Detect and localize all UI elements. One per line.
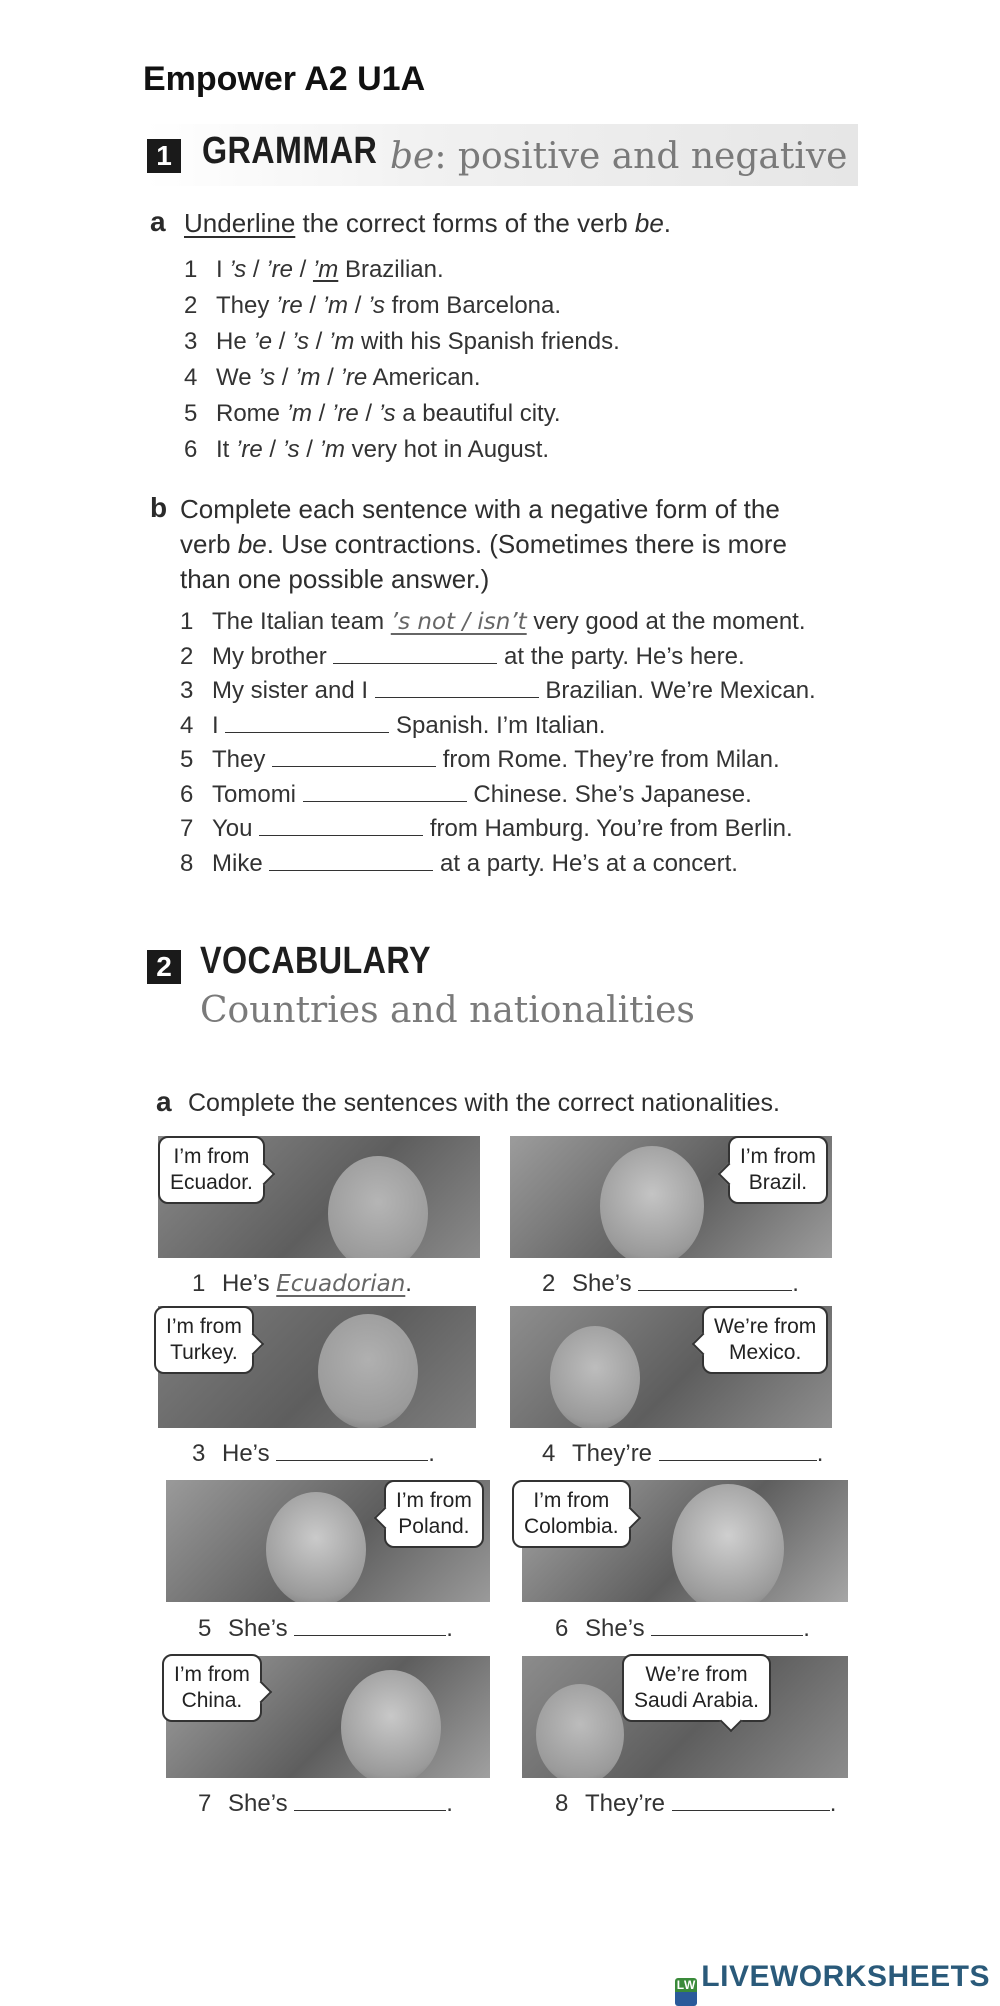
answer-blank[interactable] [638,1270,792,1291]
item-number: 7 [180,815,194,842]
bubble-line: Brazil. [748,1171,808,1194]
verb-option[interactable]: ’m [322,292,349,319]
item-rest: American. [367,364,481,391]
logo-icon: LW [675,1978,697,2006]
item-after: Brazilian. We’re Mexican. [538,677,816,704]
verb-option[interactable]: ’s [282,436,300,463]
exercise-item [184,292,561,320]
exercise-item [180,781,752,809]
verb-option[interactable]: ’s [292,328,309,355]
verb-option[interactable]: ’s [368,292,385,319]
answer-blank[interactable] [294,1790,446,1811]
item-number: 6 [180,780,194,808]
exercise-item [180,712,605,740]
item-number: 4 [184,364,198,391]
instruction-underline-word: Underline [184,208,296,238]
speech-bubble [622,1654,771,1722]
caption-text: They’re [572,1440,659,1467]
answer-blank[interactable] [333,643,497,664]
option-separator: / [275,364,296,391]
answer-blank[interactable] [269,850,433,871]
answer-blank[interactable] [225,712,389,733]
item-after: Spanish. I’m Italian. [389,711,606,739]
option-separator: / [246,256,267,283]
bubble-line: I’m from [174,1663,250,1686]
bubble-line: I’m from [396,1489,472,1512]
caption [198,1790,453,1818]
person-face [550,1326,640,1428]
caption-text: She’s [228,1615,295,1642]
person-face [328,1156,428,1258]
item-before: You [212,815,260,842]
option-separator: / [348,292,369,319]
bubble-line: We’re from [714,1315,817,1338]
item-before: Mike [212,849,270,877]
verb-option[interactable]: ’m [319,436,345,463]
caption-text: She’s [572,1270,639,1297]
caption-period: . [792,1270,799,1297]
caption-number: 8 [555,1790,569,1817]
exercise-instruction [184,206,671,241]
exercise-item [180,677,816,705]
item-subject: Rome [216,400,287,427]
bubble-line: I’m from [740,1145,816,1168]
section-subheading: Countries and nationalities [200,990,695,1031]
item-subject: It [216,436,237,463]
bubble-line: Poland. [398,1515,470,1538]
item-number: 1 [180,608,194,635]
caption-number: 5 [198,1615,212,1642]
answer-blank[interactable] [294,1615,446,1636]
item-number: 1 [184,256,198,283]
bubble-line: Saudi Arabia. [634,1689,759,1712]
instruction-italic: be [237,529,267,559]
verb-option[interactable]: ’re [332,400,359,427]
speech-bubble [728,1136,828,1204]
bubble-line: I’m from [166,1315,242,1338]
option-separator: / [292,256,313,283]
verb-option[interactable]: ’re [236,436,263,463]
person-face [600,1146,704,1258]
caption [555,1615,810,1643]
bubble-line: I’m from [173,1145,250,1168]
caption-number: 6 [555,1615,569,1642]
exercise-item [180,746,780,774]
item-subject: We [216,364,259,391]
verb-option[interactable]: ’m [328,328,355,355]
caption-period: . [428,1440,435,1467]
caption-text: She’s [228,1790,295,1817]
item-subject: He [216,328,254,355]
answer-blank[interactable] [272,746,436,767]
exercise-item [184,364,481,392]
item-after: at the party. He’s here. [497,642,745,670]
item-number: 5 [184,400,198,427]
person-face [266,1492,366,1602]
person-face [341,1670,441,1778]
answer-blank[interactable] [276,1440,428,1461]
verb-option[interactable]: ’re [266,256,293,283]
item-after: from Hamburg. You’re from Berlin. [423,815,793,842]
item-number: 4 [180,711,194,739]
verb-option[interactable]: ’m [286,400,313,427]
exercise-item [180,850,738,878]
exercise-item [180,643,745,671]
caption [198,1615,453,1643]
speech-bubble [384,1480,484,1548]
item-rest: very hot in August. [344,436,550,463]
speech-bubble [162,1654,262,1722]
example-answer: Ecuadorian [276,1271,406,1297]
item-number: 5 [180,746,194,773]
bubble-line: Ecuador. [170,1171,253,1194]
section-number: 2 [147,950,181,984]
verb-option[interactable]: ’s [258,364,276,391]
item-before: The Italian team [212,608,391,635]
caption [192,1440,435,1468]
verb-option[interactable]: ’re [340,364,368,391]
bubble-line: China. [181,1689,243,1712]
verb-option[interactable]: ’m [312,256,339,283]
caption-number: 4 [542,1440,556,1467]
answer-blank[interactable] [659,1440,817,1461]
caption [542,1270,799,1298]
exercise-letter: a [150,206,166,237]
caption-number: 1 [192,1270,206,1297]
page-title: Empower A2 U1A [143,60,426,98]
caption-text: She’s [585,1615,652,1642]
instruction-text: the correct forms of the verb [295,208,635,238]
answer-blank[interactable] [375,677,539,698]
item-number: 2 [184,292,198,319]
item-rest: with his Spanish friends. [354,328,620,355]
item-subject: They [216,292,277,319]
caption-text: They’re [585,1790,672,1817]
item-after: at a party. He’s at a concert. [433,849,738,877]
subheading-rest: : positive and negative [434,136,848,177]
bubble-line: I’m from [533,1489,610,1512]
item-subject: I [216,256,230,283]
bubble-line: Colombia. [524,1515,619,1538]
person-face [536,1684,624,1778]
caption-period: . [829,1790,837,1817]
item-number: 8 [180,849,194,877]
option-separator: / [358,400,379,427]
item-after: Chinese. She’s Japanese. [466,780,752,808]
instruction-text: . Use contractions. (Sometimes there is more [266,529,787,559]
item-rest: a beautiful city. [395,400,561,427]
option-separator: / [272,328,293,355]
item-number: 3 [180,677,194,704]
exercise-item [180,608,806,636]
caption [555,1790,836,1818]
item-before: I [212,711,226,739]
item-before: Tomomi [212,780,303,808]
answer-blank[interactable] [303,781,467,802]
instruction-end: . [663,208,672,238]
caption-period: . [446,1615,453,1642]
section-heading: VOCABULARY [200,940,431,982]
caption-period: . [803,1615,810,1642]
instruction-line [180,527,860,562]
person-face [318,1314,418,1428]
exercise-item [184,328,620,356]
exercise-instruction [180,492,860,597]
caption-number: 3 [192,1440,206,1467]
option-separator: / [320,364,341,391]
caption-text: He’s [222,1270,277,1297]
speech-bubble [158,1136,265,1204]
exercise-item [184,436,549,464]
option-separator: / [299,436,320,463]
item-before: They [212,746,273,773]
subheading-italic: be [390,136,435,177]
instruction-italic: be [634,208,664,238]
speech-bubble [512,1480,631,1548]
section-number: 1 [147,139,181,173]
caption-period: . [405,1270,412,1297]
caption-number: 7 [198,1790,212,1817]
person-face [672,1484,784,1602]
exercise-letter: a [156,1086,172,1117]
item-number: 2 [180,642,194,670]
liveworksheets-logo [675,1960,990,2006]
example-answer: ’s not / isn’t [390,609,527,635]
option-separator: / [308,328,329,355]
caption-number: 2 [542,1270,556,1297]
item-number: 6 [184,436,198,463]
caption-period: . [446,1790,453,1817]
exercise-instruction: Complete the sentences with the correct nationalities. [188,1089,780,1117]
answer-blank[interactable] [672,1790,830,1811]
item-before: My sister and I [212,677,375,704]
caption [192,1270,412,1298]
answer-blank[interactable] [651,1615,803,1636]
bubble-line: We’re from [645,1663,748,1686]
item-number: 3 [184,328,198,355]
instruction-text: verb [180,529,238,559]
caption [542,1440,823,1468]
exercise-item [184,256,444,284]
verb-option[interactable]: ’e [253,328,273,355]
brand-name: LIVEWORKSHEETS [701,1960,990,1993]
option-separator: / [262,436,283,463]
exercise-item [180,815,793,843]
instruction-line: Complete each sentence with a negative form of the [180,494,780,524]
instruction-line: than one possible answer.) [180,564,490,594]
item-after: very good at the moment. [526,608,806,635]
item-before: My brother [212,642,334,670]
option-separator: / [302,292,323,319]
exercise-letter: b [150,492,168,523]
caption-period: . [816,1440,824,1467]
item-rest: Brazilian. [338,256,444,283]
exercise-item [184,400,561,428]
verb-option[interactable]: ’s [378,400,396,427]
section-subheading [390,136,847,177]
section-heading: GRAMMAR [202,130,378,172]
bubble-line: Turkey. [170,1341,238,1364]
option-separator: / [312,400,333,427]
bubble-line: Mexico. [728,1341,802,1364]
caption-text: He’s [222,1440,277,1467]
item-after: from Rome. They’re from Milan. [436,746,780,773]
item-rest: from Barcelona. [384,292,562,319]
verb-option[interactable]: ’m [295,364,321,391]
answer-blank[interactable] [259,815,423,836]
speech-bubble [154,1306,254,1374]
verb-option[interactable]: ’re [276,292,303,319]
speech-bubble [702,1306,828,1374]
verb-option[interactable]: ’s [229,256,247,283]
